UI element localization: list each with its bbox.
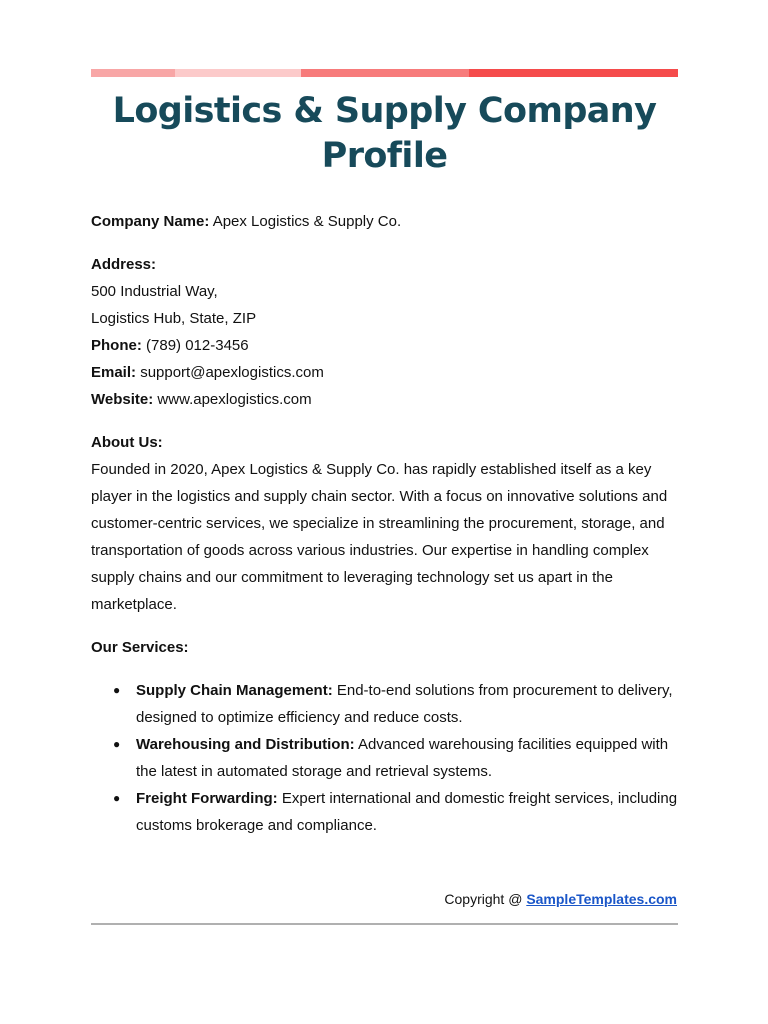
email-label: Email: (91, 364, 137, 381)
services-heading (91, 634, 678, 661)
address-label (91, 251, 678, 278)
email-value: support@apexlogistics.com (140, 364, 324, 381)
color-bar-segment (175, 69, 301, 77)
about-heading (91, 429, 678, 456)
website-line (91, 386, 678, 413)
phone-label: Phone: (91, 337, 142, 354)
company-name-label: Company Name: (91, 213, 210, 230)
services-list (91, 677, 678, 839)
about-text: Founded in 2020, Apex Logistics & Supply Co. has rapidly established itself as a key player in the logistics and supply chain sector. With a focus on innovative solutions and customer-centric services, we specialize in streamlining the procurement, storage, and transportation of goods across various industries. Our expertise in handling complex supply chains and our commitment to leveraging technology set us apart in the marketplace. (91, 461, 668, 613)
color-bar-segment (91, 69, 175, 77)
bullet-icon: ● (113, 683, 121, 697)
color-bar-segment (469, 69, 678, 77)
copyright-prefix: Copyright @ (444, 891, 527, 907)
service-title: Freight Forwarding: (136, 790, 278, 807)
address-label-text: Address: (91, 256, 157, 273)
phone-value: (789) 012-3456 (146, 337, 249, 354)
list-item (91, 677, 678, 731)
website-label: Website: (91, 391, 154, 408)
footer-divider (91, 923, 678, 925)
service-title: Warehousing and Distribution: (136, 736, 355, 753)
address-line-1: 500 Industrial Way, (91, 283, 218, 300)
phone-line (91, 332, 678, 359)
bullet-icon: ● (113, 737, 121, 751)
service-description: Expert international and domestic freight services, including customs brokerage and compliance. (136, 790, 678, 834)
page-title: Logistics & Supply Company Profile (112, 91, 657, 176)
services-heading-text: Our Services: (91, 639, 189, 656)
list-item (91, 785, 678, 839)
service-description: End-to-end solutions from procurement to delivery, designed to optimize efficiency and reduce costs. (136, 682, 673, 726)
service-title: Supply Chain Management: (136, 682, 333, 699)
sampletemplates-link[interactable]: SampleTemplates.com (526, 891, 677, 907)
color-bar-segment (301, 69, 469, 77)
copyright-footer (444, 888, 677, 910)
email-line (91, 359, 678, 386)
address-line-2: Logistics Hub, State, ZIP (91, 310, 257, 327)
about-heading-text: About Us: (91, 434, 163, 451)
bullet-icon: ● (113, 791, 121, 805)
website-value: www.apexlogistics.com (157, 391, 312, 408)
document-body (91, 208, 678, 839)
decorative-color-bar (91, 69, 678, 77)
service-description: Advanced warehousing facilities equipped with the latest in automated storage and retrieval systems. (136, 736, 669, 780)
company-name-value: Apex Logistics & Supply Co. (212, 213, 402, 230)
list-item (91, 731, 678, 785)
company-name-line (91, 208, 678, 235)
